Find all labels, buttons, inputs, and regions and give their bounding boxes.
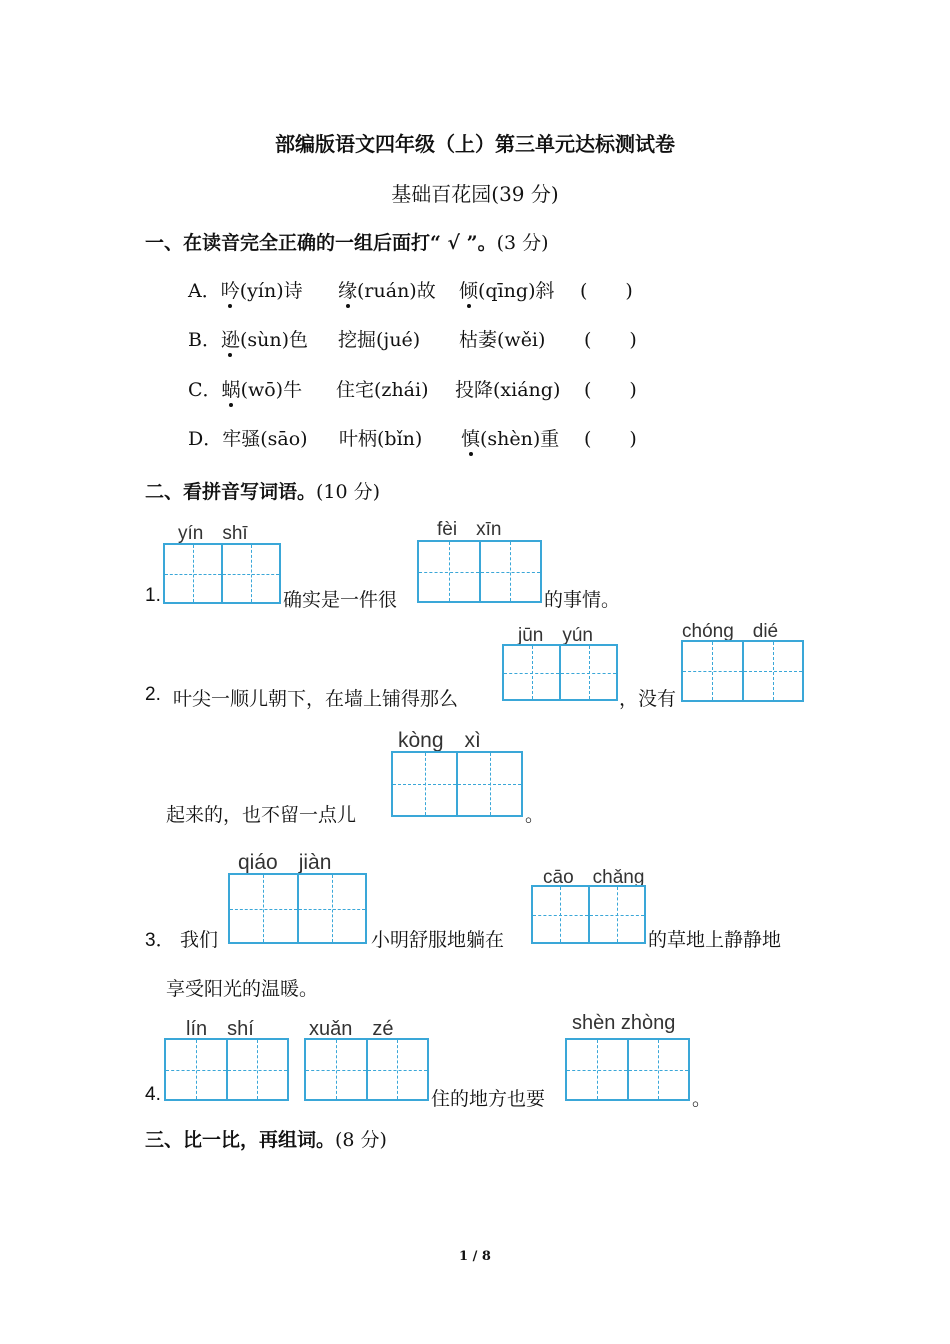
option-word: 牢骚 (222, 428, 261, 450)
option-d (188, 424, 308, 451)
option-letter: D． (188, 428, 223, 450)
page-number: 1 / 8 (459, 1249, 491, 1264)
option-pinyin: (wō)牛 (240, 379, 303, 401)
pinyin-label: yín shī (178, 523, 248, 544)
option-pinyin: (zhái) (374, 379, 429, 401)
question-number: 3． (145, 930, 175, 951)
writing-grid[interactable] (681, 640, 804, 702)
answer-paren-b[interactable]: ( ) (584, 329, 637, 351)
writing-grid[interactable] (391, 751, 523, 817)
option-pinyin: (jué) (376, 329, 421, 351)
pinyin-label: fèi xīn (437, 519, 502, 540)
pinyin-label: kòng xì (398, 729, 481, 752)
pinyin-label: lín shí (186, 1018, 254, 1040)
question-text: 住的地方也要 (431, 1088, 546, 1110)
writing-grid[interactable] (565, 1038, 690, 1101)
question-text: 起来的，也不留一点儿 (166, 804, 357, 826)
page-title: 部编版语文四年级（上）第三单元达标测试卷 (275, 132, 675, 156)
option-b (188, 325, 308, 352)
option-pinyin: (yín)诗 (239, 280, 303, 302)
option-letter: C． (188, 379, 222, 401)
section2-heading-text: 二、看拼音写词语。 (145, 481, 317, 503)
pinyin-label: qiáo jiàn (238, 851, 332, 874)
dotted-char: 蜗 (222, 375, 241, 402)
question-number: 4. (145, 1084, 161, 1105)
option-pinyin: (xiáng) (493, 379, 561, 401)
writing-grid[interactable] (228, 873, 367, 944)
pinyin-label: xuǎn zé (309, 1018, 394, 1040)
question-text: 的事情。 (544, 589, 621, 611)
option-pinyin: (ruán)故 (357, 280, 436, 302)
option-pinyin: (sāo) (260, 428, 308, 450)
dotted-char: 吟 (221, 276, 240, 303)
option-pinyin: (shèn)重 (480, 428, 560, 450)
option-a-word3 (459, 276, 554, 303)
option-d-word2 (339, 424, 422, 451)
option-pinyin: (qīng)斜 (478, 280, 555, 302)
option-d-word3 (461, 424, 559, 451)
option-c-word2 (336, 375, 429, 402)
question-number: 1. (145, 585, 161, 606)
question-text: 。 (692, 1088, 712, 1110)
dotted-char: 逊 (221, 325, 240, 352)
writing-grid[interactable] (304, 1038, 429, 1101)
question-text: 。 (525, 804, 545, 826)
answer-paren-a[interactable]: ( ) (580, 280, 633, 302)
option-word: 枯萎 (459, 329, 498, 351)
pinyin-label: chóng dié (682, 621, 779, 642)
section2-heading (145, 477, 380, 504)
option-word: 投降 (455, 379, 494, 401)
question-text: 享受阳光的温暖。 (166, 978, 319, 1000)
option-c (188, 375, 302, 402)
option-word: 住宅 (336, 379, 375, 401)
option-pinyin: (wěi) (497, 329, 546, 351)
option-c-word3 (455, 375, 560, 402)
option-pinyin: (sùn)色 (239, 329, 309, 351)
option-b-word2 (338, 325, 420, 352)
writing-grid[interactable] (163, 543, 281, 604)
dotted-char: 倾 (459, 276, 478, 303)
dotted-char: 缘 (338, 276, 357, 303)
option-letter: A． (188, 280, 221, 302)
writing-grid[interactable] (531, 885, 646, 944)
answer-paren-d[interactable]: ( ) (584, 428, 637, 450)
pinyin-label: shèn zhòng (572, 1012, 676, 1034)
question-number: 2. (145, 684, 161, 705)
question-text: 我们 (180, 929, 219, 951)
option-a (188, 276, 303, 303)
option-word: 叶柄 (339, 428, 378, 450)
question-text: ，没有 (619, 688, 677, 710)
question-text: 小明舒服地躺在 (371, 929, 505, 951)
writing-grid[interactable] (164, 1038, 289, 1101)
option-word: 挖掘 (338, 329, 377, 351)
answer-paren-c[interactable]: ( ) (584, 379, 637, 401)
question-text: 确实是一件很 (283, 589, 398, 611)
option-b-word3 (459, 325, 545, 352)
pinyin-label: jūn yún (518, 625, 593, 646)
writing-grid[interactable] (417, 540, 542, 603)
section-subtitle: 基础百花园(39 分) (391, 182, 559, 206)
question-text: 叶尖一顺儿朝下，在墙上铺得那么 (173, 688, 459, 710)
section1-points: (3 分) (496, 232, 549, 254)
section1-heading (145, 228, 549, 255)
option-pinyin: (bǐn) (377, 428, 423, 450)
dotted-char: 慎 (461, 424, 480, 451)
pinyin-label: cāo chǎng (543, 867, 645, 888)
option-letter: B． (188, 329, 221, 351)
section3-points: (8 分) (335, 1129, 387, 1151)
section3-heading (145, 1125, 387, 1152)
option-a-word2 (338, 276, 436, 303)
question-text: 的草地上静静地 (648, 929, 782, 951)
section1-heading-text: 一、在读音完全正确的一组后面打“ √ ”。 (145, 232, 497, 254)
section2-points: (10 分) (316, 481, 381, 503)
writing-grid[interactable] (502, 644, 618, 701)
section3-heading-text: 三、比一比，再组词。 (145, 1129, 336, 1151)
